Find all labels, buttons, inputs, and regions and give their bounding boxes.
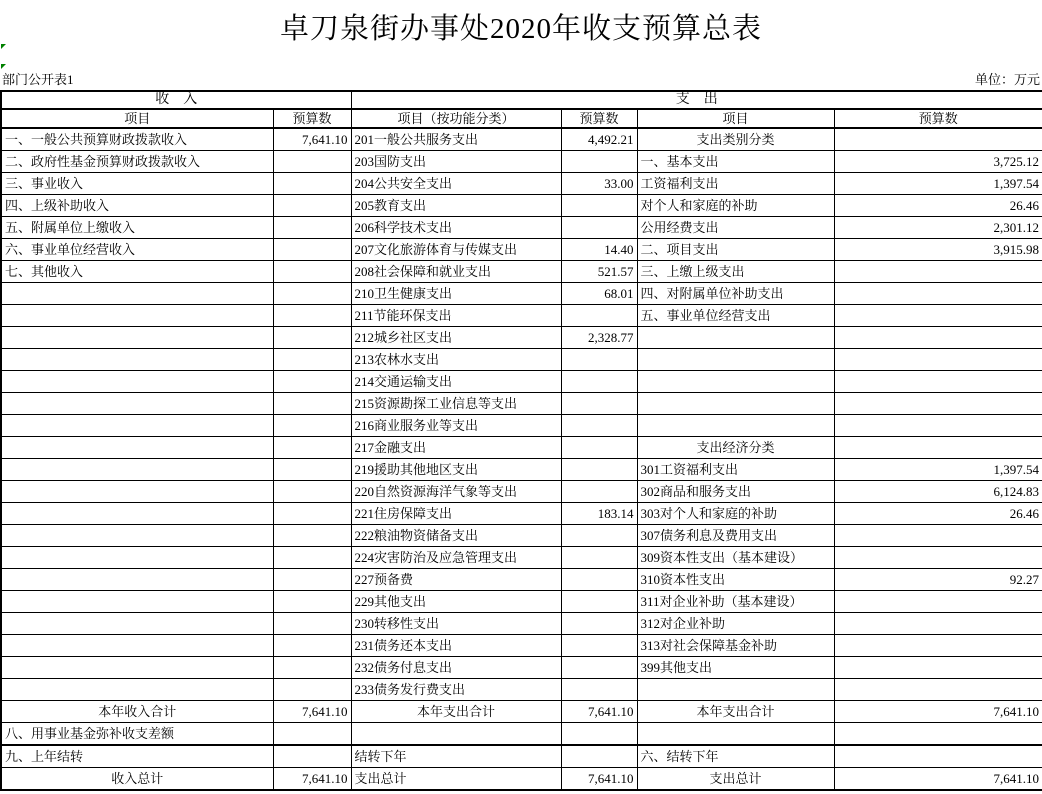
table-row <box>1 195 1042 217</box>
item-cell: 214交通运输支出 <box>351 371 561 393</box>
column-header: 项目 <box>1 109 273 128</box>
budget-amount-cell: 6,124.83 <box>834 481 1042 503</box>
budget-amount-cell <box>273 371 351 393</box>
item-cell: 212城乡社区支出 <box>351 327 561 349</box>
item-cell: 229其他支出 <box>351 591 561 613</box>
budget-amount-cell <box>273 745 351 768</box>
budget-amount-cell: 183.14 <box>561 503 637 525</box>
section-header-row <box>1 91 1042 109</box>
budget-amount-cell <box>834 327 1042 349</box>
item-cell <box>1 679 273 701</box>
item-cell: 六、结转下年 <box>637 745 834 768</box>
budget-amount-cell <box>561 217 637 239</box>
budget-table <box>0 90 1042 791</box>
budget-amount-cell <box>273 723 351 746</box>
item-cell: 208社会保障和就业支出 <box>351 261 561 283</box>
table-row <box>1 768 1042 791</box>
budget-amount-cell <box>834 415 1042 437</box>
budget-amount-cell <box>273 239 351 261</box>
item-cell: 结转下年 <box>351 745 561 768</box>
item-cell: 211节能环保支出 <box>351 305 561 327</box>
budget-amount-cell <box>273 679 351 701</box>
item-cell: 三、上缴上级支出 <box>637 261 834 283</box>
unit-label: 单位：万元 <box>974 72 1040 87</box>
item-cell: 六、事业单位经营收入 <box>1 239 273 261</box>
table-row <box>1 349 1042 371</box>
item-cell: 二、项目支出 <box>637 239 834 261</box>
column-header-row <box>1 109 1042 128</box>
budget-amount-cell <box>273 415 351 437</box>
budget-amount-cell: 2,301.12 <box>834 217 1042 239</box>
budget-amount-cell <box>273 569 351 591</box>
item-cell <box>637 679 834 701</box>
budget-amount-cell <box>561 459 637 481</box>
item-cell <box>1 481 273 503</box>
budget-amount-cell <box>561 415 637 437</box>
budget-amount-cell <box>273 459 351 481</box>
budget-amount-cell: 1,397.54 <box>834 459 1042 481</box>
item-cell <box>1 305 273 327</box>
budget-amount-cell <box>561 569 637 591</box>
item-cell: 302商品和服务支出 <box>637 481 834 503</box>
item-cell: 221住房保障支出 <box>351 503 561 525</box>
table-row <box>1 503 1042 525</box>
budget-amount-cell <box>834 371 1042 393</box>
item-cell: 220自然资源海洋气象等支出 <box>351 481 561 503</box>
table-row <box>1 569 1042 591</box>
item-cell <box>351 723 561 746</box>
item-cell <box>1 459 273 481</box>
table-row <box>1 591 1042 613</box>
table-row <box>1 151 1042 173</box>
item-cell: 201一般公共服务支出 <box>351 128 561 151</box>
budget-amount-cell <box>834 437 1042 459</box>
budget-amount-cell: 7,641.10 <box>561 768 637 791</box>
item-cell <box>1 349 273 371</box>
table-row <box>1 635 1042 657</box>
item-cell: 支出总计 <box>351 768 561 791</box>
item-cell <box>637 393 834 415</box>
item-cell: 205教育支出 <box>351 195 561 217</box>
budget-amount-cell <box>273 327 351 349</box>
budget-amount-cell <box>834 657 1042 679</box>
budget-amount-cell <box>561 591 637 613</box>
budget-amount-cell <box>273 481 351 503</box>
budget-amount-cell <box>834 679 1042 701</box>
item-cell: 支出类别分类 <box>637 128 834 151</box>
table-row <box>1 701 1042 723</box>
item-cell <box>1 283 273 305</box>
budget-amount-cell: 14.40 <box>561 239 637 261</box>
item-cell: 收入总计 <box>1 768 273 791</box>
item-cell <box>1 371 273 393</box>
budget-amount-cell: 3,915.98 <box>834 239 1042 261</box>
item-cell: 224灾害防治及应急管理支出 <box>351 547 561 569</box>
budget-amount-cell <box>273 503 351 525</box>
budget-amount-cell <box>561 349 637 371</box>
budget-amount-cell <box>273 217 351 239</box>
item-cell <box>1 569 273 591</box>
budget-amount-cell: 7,641.10 <box>834 701 1042 723</box>
item-cell: 206科学技术支出 <box>351 217 561 239</box>
item-cell: 219援助其他地区支出 <box>351 459 561 481</box>
budget-amount-cell <box>273 305 351 327</box>
table-row <box>1 327 1042 349</box>
item-cell <box>1 547 273 569</box>
table-row <box>1 173 1042 195</box>
item-cell: 313对社会保障基金补助 <box>637 635 834 657</box>
item-cell <box>1 503 273 525</box>
budget-amount-cell: 1,397.54 <box>834 173 1042 195</box>
budget-amount-cell <box>273 591 351 613</box>
budget-amount-cell <box>273 173 351 195</box>
item-cell: 399其他支出 <box>637 657 834 679</box>
budget-amount-cell <box>561 437 637 459</box>
budget-amount-cell <box>834 283 1042 305</box>
item-cell <box>1 635 273 657</box>
item-cell: 二、政府性基金预算财政拨款收入 <box>1 151 273 173</box>
item-cell: 301工资福利支出 <box>637 459 834 481</box>
table-row <box>1 371 1042 393</box>
item-cell: 307债务利息及费用支出 <box>637 525 834 547</box>
item-cell: 233债务发行费支出 <box>351 679 561 701</box>
item-cell: 210卫生健康支出 <box>351 283 561 305</box>
item-cell: 204公共安全支出 <box>351 173 561 195</box>
item-cell <box>637 723 834 746</box>
budget-amount-cell <box>273 283 351 305</box>
budget-amount-cell <box>273 657 351 679</box>
item-cell: 215资源勘探工业信息等支出 <box>351 393 561 415</box>
budget-amount-cell <box>834 745 1042 768</box>
budget-amount-cell: 26.46 <box>834 195 1042 217</box>
item-cell <box>637 415 834 437</box>
item-cell: 227预备费 <box>351 569 561 591</box>
budget-amount-cell: 7,641.10 <box>273 701 351 723</box>
item-cell <box>1 437 273 459</box>
item-cell: 222粮油物资储备支出 <box>351 525 561 547</box>
budget-amount-cell <box>834 128 1042 151</box>
item-cell <box>1 415 273 437</box>
budget-amount-cell <box>561 657 637 679</box>
item-cell: 七、其他收入 <box>1 261 273 283</box>
table-row <box>1 459 1042 481</box>
comment-marker-icon <box>1 44 6 49</box>
table-row <box>1 525 1042 547</box>
column-header: 项目 <box>637 109 834 128</box>
table-row <box>1 261 1042 283</box>
item-cell: 217金融支出 <box>351 437 561 459</box>
item-cell: 工资福利支出 <box>637 173 834 195</box>
budget-amount-cell <box>273 151 351 173</box>
budget-amount-cell <box>834 547 1042 569</box>
item-cell <box>637 327 834 349</box>
item-cell: 公用经费支出 <box>637 217 834 239</box>
budget-amount-cell <box>561 393 637 415</box>
budget-amount-cell <box>561 481 637 503</box>
item-cell: 309资本性支出（基本建设） <box>637 547 834 569</box>
budget-amount-cell <box>561 723 637 746</box>
budget-amount-cell <box>561 745 637 768</box>
budget-amount-cell <box>834 261 1042 283</box>
expenditure-section-header: 支 出 <box>351 91 1042 109</box>
budget-amount-cell <box>561 635 637 657</box>
column-header: 预算数 <box>561 109 637 128</box>
item-cell: 311对企业补助（基本建设） <box>637 591 834 613</box>
budget-amount-cell <box>834 349 1042 371</box>
item-cell: 四、上级补助收入 <box>1 195 273 217</box>
budget-amount-cell <box>834 525 1042 547</box>
item-cell: 五、附属单位上缴收入 <box>1 217 273 239</box>
item-cell: 203国防支出 <box>351 151 561 173</box>
budget-amount-cell: 7,641.10 <box>561 701 637 723</box>
table-row <box>1 393 1042 415</box>
table-sheet-label: 部门公开表1 <box>2 72 74 87</box>
budget-amount-cell <box>561 371 637 393</box>
page-title: 卓刀泉街办事处2020年收支预算总表 <box>279 13 762 45</box>
budget-amount-cell: 2,328.77 <box>561 327 637 349</box>
budget-amount-cell <box>834 591 1042 613</box>
item-cell: 一、一般公共预算财政拨款收入 <box>1 128 273 151</box>
budget-amount-cell <box>561 679 637 701</box>
table-row <box>1 481 1042 503</box>
budget-amount-cell: 3,725.12 <box>834 151 1042 173</box>
item-cell: 一、基本支出 <box>637 151 834 173</box>
item-cell: 231债务还本支出 <box>351 635 561 657</box>
budget-amount-cell: 68.01 <box>561 283 637 305</box>
budget-amount-cell <box>273 349 351 371</box>
item-cell: 310资本性支出 <box>637 569 834 591</box>
budget-amount-cell: 7,641.10 <box>834 768 1042 791</box>
item-cell: 本年支出合计 <box>637 701 834 723</box>
item-cell: 本年收入合计 <box>1 701 273 723</box>
budget-amount-cell <box>834 723 1042 746</box>
table-row <box>1 613 1042 635</box>
item-cell <box>1 657 273 679</box>
budget-amount-cell: 4,492.21 <box>561 128 637 151</box>
table-row <box>1 723 1042 746</box>
column-header: 项目（按功能分类） <box>351 109 561 128</box>
budget-amount-cell <box>561 195 637 217</box>
item-cell: 312对企业补助 <box>637 613 834 635</box>
budget-amount-cell <box>273 635 351 657</box>
income-section-header: 收 入 <box>1 91 351 109</box>
table-row <box>1 128 1042 151</box>
budget-amount-cell: 7,641.10 <box>273 128 351 151</box>
budget-amount-cell: 7,641.10 <box>273 768 351 791</box>
table-row <box>1 679 1042 701</box>
budget-amount-cell: 521.57 <box>561 261 637 283</box>
budget-amount-cell <box>834 613 1042 635</box>
table-row <box>1 657 1042 679</box>
budget-amount-cell <box>834 635 1042 657</box>
budget-amount-cell <box>561 547 637 569</box>
item-cell: 303对个人和家庭的补助 <box>637 503 834 525</box>
item-cell: 本年支出合计 <box>351 701 561 723</box>
item-cell: 对个人和家庭的补助 <box>637 195 834 217</box>
table-row <box>1 415 1042 437</box>
budget-amount-cell <box>561 613 637 635</box>
budget-amount-cell <box>273 547 351 569</box>
budget-amount-cell <box>273 393 351 415</box>
budget-amount-cell <box>273 437 351 459</box>
budget-amount-cell: 33.00 <box>561 173 637 195</box>
item-cell: 213农林水支出 <box>351 349 561 371</box>
budget-amount-cell <box>273 261 351 283</box>
budget-amount-cell: 92.27 <box>834 569 1042 591</box>
item-cell <box>1 525 273 547</box>
budget-amount-cell <box>273 525 351 547</box>
budget-amount-cell <box>561 305 637 327</box>
table-row <box>1 745 1042 768</box>
budget-amount-cell <box>273 195 351 217</box>
table-row <box>1 217 1042 239</box>
item-cell: 支出总计 <box>637 768 834 791</box>
item-cell: 支出经济分类 <box>637 437 834 459</box>
item-cell: 216商业服务业等支出 <box>351 415 561 437</box>
item-cell: 五、事业单位经营支出 <box>637 305 834 327</box>
table-row <box>1 437 1042 459</box>
item-cell: 三、事业收入 <box>1 173 273 195</box>
column-header: 预算数 <box>273 109 351 128</box>
budget-amount-cell <box>834 393 1042 415</box>
item-cell: 230转移性支出 <box>351 613 561 635</box>
table-row <box>1 239 1042 261</box>
item-cell <box>1 327 273 349</box>
table-row <box>1 283 1042 305</box>
table-row <box>1 305 1042 327</box>
budget-amount-cell <box>561 525 637 547</box>
item-cell: 八、用事业基金弥补收支差额 <box>1 723 273 746</box>
budget-amount-cell <box>273 613 351 635</box>
item-cell: 232债务付息支出 <box>351 657 561 679</box>
item-cell <box>1 613 273 635</box>
column-header: 预算数 <box>834 109 1042 128</box>
budget-amount-cell: 26.46 <box>834 503 1042 525</box>
budget-amount-cell <box>834 305 1042 327</box>
item-cell <box>637 371 834 393</box>
item-cell <box>1 591 273 613</box>
item-cell <box>637 349 834 371</box>
item-cell <box>1 393 273 415</box>
table-row <box>1 547 1042 569</box>
item-cell: 207文化旅游体育与传媒支出 <box>351 239 561 261</box>
item-cell: 四、对附属单位补助支出 <box>637 283 834 305</box>
item-cell: 九、上年结转 <box>1 745 273 768</box>
budget-amount-cell <box>561 151 637 173</box>
